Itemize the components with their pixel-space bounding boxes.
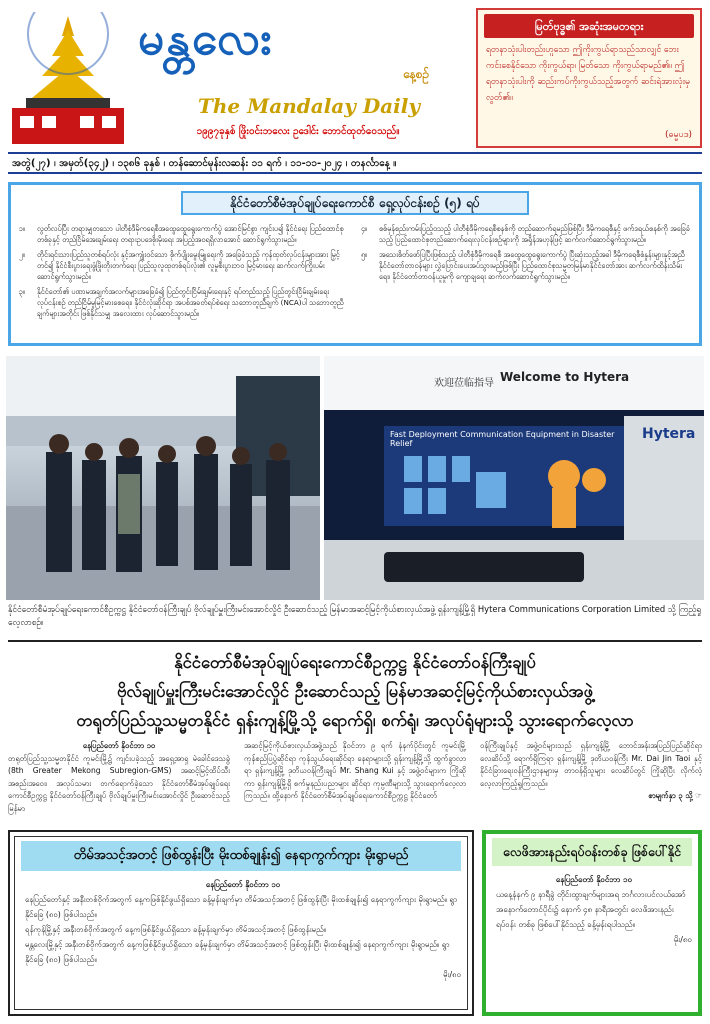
headline-line: တရုတ်ပြည်သူ့သမ္မတနိုင်ငံ ရှန်းကျန့်မြို့သို့ ရောက်ရှိ၊ စက်ရုံ၊ အလုပ်ရုံများသို့ သွားရောက်လေ့လာ xyxy=(76,711,634,730)
article-text: တရုတ်ပြည်သူ့သမ္မတနိုင်ငံ ကူမင်းမြို့၌ ကျင်းပခဲ့သည့် အရှေ့အာရှ မဲခေါင်ဒေသခွဲ (8th Greater Mekong Subregion-GMS) အဆင့်မြင့်ထိပ်သီးအစည်းအဝေး၊ အလုပ်သမား တက်ရောက်ခဲ့သော နိုင်ငံတော်စီမံအုပ်ချုပ်ရေးကောင်စီဥက္ကဋ္ဌ နိုင်ငံတော်ဝန်ကြီးချုပ် ဗိုလ်ချုပ်မှူးကြီးမင်းအောင်လှိုင် ဦးဆောင်သည့် မြန်မာ xyxy=(8,753,230,813)
weather-body xyxy=(25,877,461,982)
exhibit-screen-title: Fast Deployment Communication Equipment in Disaster Relief xyxy=(390,430,615,448)
policy-item xyxy=(361,223,691,245)
policy-item-number: ၃။ xyxy=(19,287,26,296)
policy-item-number: ၂။ xyxy=(19,250,25,259)
weather-reference: မိုး/၈၀ xyxy=(443,970,461,979)
policy-item xyxy=(19,249,349,282)
storm-heading: လေဖိအားနည်းရပ်ဝန်းတစ်ခု ဖြစ်ပေါ်နိုင် xyxy=(492,838,692,866)
policy-heading: နိုင်ငံတော်စီမံအုပ်ချုပ်ရေးကောင်စီ ရှေ့လုပ်ငန်းစဉ် (၅) ရပ် xyxy=(181,191,529,215)
article-text: အဆင့်မြင့်ကိုယ်စားလှယ်အဖွဲ့သည် နိုဝင်ဘာ ၉ ရက် နံနက်ပိုင်းတွင် ကူမင်းမြို့ ကုန်စည်ပြပွဲဆိုင်ရာ ကုန်သွယ်ရေးဆိုင်ရာ နေရာများသို့ ရှန်းကျန့်မြို့သို့ ထွက်ခွာလာ ရာ ရှန်းကျန့်မြို့ ဒုတိယဝန်ကြီးချုပ် Mr. Shang Kui နှင့် အဖွဲ့ဝင်များက ကြိုဆိုကာ ရှန်းကျန့်မြို့ရှိ စက်မှုနည်းပညာများ ဆိုင်ရာ ကုမ္ပဏီများသို့ သွားရောက်လေ့လာကြသည်။ ထို့နောက် နိုင်ငံတော်စီမံအုပ်ချုပ်ရေးကောင်စီဥက္ကဋ္ဌ နိုင်ငံတော် xyxy=(244,741,466,800)
weather-byline: နေပြည်တော် နိုဝင်ဘာ ၁၀ xyxy=(205,880,281,889)
weather-heading: တိမ်အသင့်အတင့် ဖြစ်ထွန်းပြီး မိုးထစ်ချုန်း၍ နေရာကွက်ကျား မိုးရွာမည် xyxy=(21,841,461,871)
policy-box xyxy=(8,182,702,346)
hytera-logo: Hytera xyxy=(642,426,696,442)
quote-title: မြတ်ဗုဒ္ဓ၏ အဆုံးအမတရား xyxy=(484,14,694,38)
storm-reference: မိုး/၈၀ xyxy=(673,935,692,944)
policy-item-text: စစ်မှန်စည်းကမ်းပြည့်ဝသည့် ပါတီစုံဒီမိုကရေစီစနစ်ကို တည်ဆောက်ရမည်ဖြစ်ပြီး ဒီမိုကရေစီနှင့် ဖက်ဒရယ်စနစ်ကို အခြေခံသည့် ပြည်ထောင်စုတည်ဆောက်ရေးလုပ်ငန်းစဉ်များကို အရှိန်အဟုန်ဖြင့် ဆက်လက်ဆောင်ရွက်သွားမည်။ xyxy=(379,224,691,244)
headline-line: ဗိုလ်ချုပ်မှူးကြီးမင်းအောင်လှိုင် ဦးဆောင်သည့် မြန်မာအဆင့်မြင့်ကိုယ်စားလှယ်အဖွဲ့ xyxy=(116,682,594,701)
hytera-photo-drawing xyxy=(324,356,704,600)
storm-body xyxy=(496,872,692,947)
delegation-visit-photo xyxy=(6,356,320,600)
article-column-2 xyxy=(244,740,466,803)
weather-line: နေပြည်တော်နှင့် အနီးတစ်ဝိုက်အတွက် နေ့ကဖြစ်နိုင်ဖွယ်ရှိသော ခန့်မှန်းချက်မှာ တိမ်အသင့်အတင့် ဖြစ်ထွန်းပြီး မိုးထစ်ချုန်း၍ နေရာကွက်ကျား မိုးရွာမည်။ ရွာနိုင်ခြေ (၈၀) ဖြစ်ပါသည်။ xyxy=(25,895,458,919)
hytera-exhibit-photo xyxy=(324,356,704,600)
policy-column-left xyxy=(19,223,349,323)
photo-row xyxy=(6,356,704,600)
weather-box-inner xyxy=(14,836,468,1010)
masthead-english-title: The Mandalay Daily xyxy=(198,94,420,118)
policy-column-right xyxy=(361,223,691,286)
welcome-sign-english: Welcome to Hytera xyxy=(500,370,630,384)
article-column-1 xyxy=(8,740,230,815)
weather-box xyxy=(8,830,474,1016)
headline-line: နိုင်ငံတော်စီမံအုပ်ချုပ်ရေးကောင်စီဥက္ကဋ္ဌ နိုင်ငံတော်ဝန်ကြီးချုပ် xyxy=(174,653,536,672)
photo-caption: နိုင်ငံတော်စီမံအုပ်ချုပ်ရေးကောင်စီဥက္ကဋ္ဌ နိုင်ငံတော်ဝန်ကြီးချုပ် ဗိုလ်ချုပ်မှူးကြီးမင်းအောင်လှိုင် ဦးဆောင်သည့် မြန်မာအဆင့်မြင့်ကိုယ်စားလှယ်အဖွဲ့ ရှန်းကျန့်မြို့ရှိ Hytera Communications Corporation Limited သို့ ကြည့်ရှုလေ့လာစဉ်။ xyxy=(8,604,702,627)
weather-line: ရန်ကုန်မြို့နှင့် အနီးတစ်ဝိုက်အတွက် နေ့ကဖြစ်နိုင်ဖွယ်ရှိသော ခန့်မှန်းချက်မှာ တိမ်အသင့်အတင့် ဖြစ်ထွန်းမည်။ xyxy=(25,925,326,934)
storm-text: ယနေ့နံနက် ၉ နာရီခွဲ တိုင်းထွာချက်များအရ ဘင်္ဂလားပင်လယ်အော် အနောက်တောင်ပိုင်း၌ နောက် ၄၈ နာရီအတွင်း လေဖိအားနည်းရပ်ဝန်း တစ်ခု ဖြစ်ပေါ်နိုင်သည့် ခန့်မှန်းရပါသည်။ xyxy=(496,890,686,929)
policy-item-text: နိုင်ငံတော်၏ ပဏာမအချက်အလက်များအခြေခံ၍ ပြည်တွင်းငြိမ်းချမ်းရေးနှင့် ရပ်တည်သည့် ပြည်တွင်းငြိမ်းချမ်းရေးလုပ်ငန်းစဉ် တည်ငြိမ်မှုမြင့်မားစေရေး၊ နိုင်ငံလုံးဆိုင်ရာ အပစ်အခတ်ရပ်စဲရေး သဘောတူညီချက် (NCA)ပါ သဘောတူညီချက်များအတိုင်း ဖြစ်နိုင်သမျှ အလေးထား လုပ်ဆောင်သွားမည်။ xyxy=(37,287,344,318)
buddha-quote-box xyxy=(476,8,702,148)
policy-item xyxy=(19,223,349,245)
policy-item-text: အသေးစိတ်ဖော်ပြပြီးဖြစ်သည့် ပါတီစုံဒီမိုကရေစီ အထွေထွေရွေးကောက်ပွဲ ပြီးဆုံးသည့်အခါ ဒီမိုကရေစီစံနှုန်းများနှင့်အညီ နိုင်ငံတော်တာဝန်များ လွှဲပြောင်းပေးအပ်သွားမည်ဖြစ်ပြီး ပြည်ထောင်စုသမ္မတမြန်မာနိုင်ငံတော်အား ဆက်လက်ထိန်းသိမ်းရေး၊ နိုင်ငံတော်တာဝန်ယူမှုကို ကျောချရေး ဆက်လက်ဆောင်ရွက်သွားမည်။ xyxy=(379,250,685,281)
continued-link[interactable]: စာမျက်နှာ ၃ သို့ ☞ xyxy=(648,791,702,800)
pagoda-logo xyxy=(12,12,124,144)
article-text: ဝန်ကြီးချုပ်နှင့် အဖွဲ့ဝင်များသည် ရှန်းကျန့်မြို့ ဘောင်အန်းအပြည်ပြည်ဆိုင်ရာလေဆိပ်သို့ ရောက်ရှိကြရာ ရှန်းကျန့်မြို့ ဒုတိယဝန်ကြီး Mr. Dai Jin Taoi နှင့်နိုင်ငံခြားရေးဝန်ကြီးဌာနများမှ တာဝန်ရှိသူများ လေဆိပ်တွင် ကြိုဆိုပြီး လိုက်လံ့လေ့လာကြည့်ရှုကြသည်။ xyxy=(480,741,702,788)
main-headline xyxy=(10,648,700,735)
policy-item-text: လွတ်လပ်ပြီး တရားမျှတသော ပါတီစုံဒီမိုကရေစီအထွေထွေရွေးကောက်ပွဲ အောင်မြင်စွာ ကျင်းပ၍ နိုင်ငံရေး ပြည်ထောင်စုတစ်ခုနှင့် တည်ငြိမ်အေးချမ်းရေး တရားဥပဒေစိုးမိုးရေး အပြည့်အဝရရှိလာအောင် ဆောင်ရွက်သွားမည်။ xyxy=(37,224,344,244)
masthead-tagline: ၁၉၉၇ခုနှစ် ဖြိုးဝင်းဘလေး ဥဒေါင်း ဘောင်ထုတ်ဝေသည်။ xyxy=(196,126,400,137)
weather-line: မန္တလေးမြို့နှင့် အနီးတစ်ဝိုက်အတွက် နေ့ကဖြစ်နိုင်ဖွယ်ရှိသော ခန့်မှန်းချက်မှာ တိမ်အသင့်အတင့် ဖြစ်ထွန်းပြီး မိုးထစ်ချုန်း၍ နေရာကွက်ကျား မိုးရွာမည်။ ရွာနိုင်ခြေ (၈၀) ဖြစ်ပါသည်။ xyxy=(25,940,450,964)
quote-reference: (ဓမ္မပဒ) xyxy=(664,130,692,140)
article-byline: နေပြည်တော် နိုဝင်ဘာ ၁၀ xyxy=(82,741,156,750)
article-column-3 xyxy=(480,740,702,803)
issue-dateline: အတွဲ(၂၇) ၊ အမှတ်(၃၄၂) ၊ ၁၃၈၆ ခုနှစ် ၊ တန်ဆောင်မုန်းလဆန်း ၁၁ ရက် ၊ ၁၁-၁၁-၂၀၂၄ ၊ တနင်္လာနေ့ ။ xyxy=(8,152,702,174)
divider xyxy=(8,640,702,642)
storm-byline: နေပြည်တော် နိုဝင်ဘာ ၁၀ xyxy=(555,875,633,884)
masthead-subtitle: နေ့စဉ် xyxy=(403,67,430,81)
policy-item xyxy=(361,249,691,282)
masthead-title: မန္တလေး xyxy=(138,11,274,65)
masthead xyxy=(8,8,474,148)
storm-box xyxy=(482,830,702,1016)
policy-item-text: တိုင်းရင်းသားပြည်သူတစ်ရပ်လုံး နှင့်အကျုံးဝင်သော စိုက်ပျိုးမွေးမြူရေးကို အခြေခံသည့် ကုန်ထုတ်လုပ်ငန်းများအား မြှင့်တင်၍ နိုင်ငံစီးပွားရေးဖွံ့ဖြိုးတိုးတက်ရေး ပြည်သူလူထုတစ်ရပ်လုံး၏ လူမှုစီးပွားဘဝ မြင့်မားရေး ဆက်လက်ကြိုးပမ်းဆောင်ရွက်သွားမည်။ xyxy=(37,250,340,281)
quote-body: ရတနာသုံးပါးတည်းဟူသော ဤကိုးကွယ်ရာသည်သာလျှင် ဘေးကင်းစေနိုင်သော ကိုးကွယ်ရာ၊ မြတ်သော ကိုးကွယ်ရာမည်၏။ ဤရတနာသုံးပါးကို ဆည်းကပ်ကိုးကွယ်သည့်အတွက် ဆင်းရဲအားလုံးမှ လွတ်၏။ xyxy=(486,45,690,103)
policy-item-number: ၅။ xyxy=(361,250,368,259)
policy-item-number: ၁။ xyxy=(19,224,26,233)
policy-item xyxy=(19,286,349,319)
welcome-sign-chinese: 欢迎莅临指导 xyxy=(434,378,494,389)
policy-item-number: ၄။ xyxy=(361,224,368,233)
delegation-photo-drawing xyxy=(6,356,320,600)
